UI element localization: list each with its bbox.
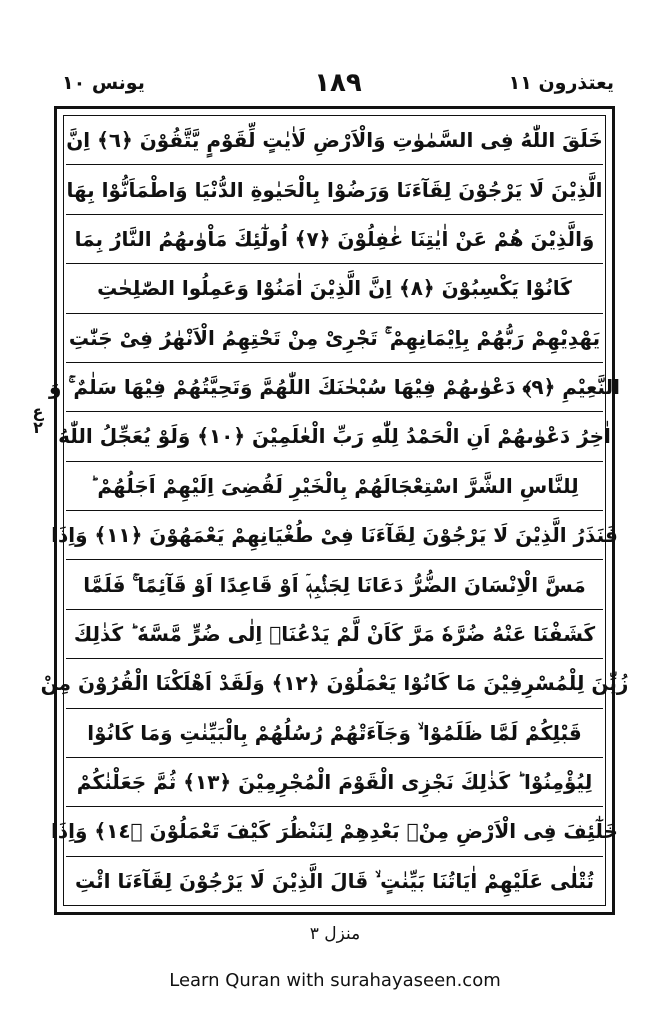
verse-line-10: مَسَّ الْاِنْسَانَ الضُّرُّ دَعَانَا لِجَنْۢبِهٖۤ اَوْ قَاعِدًا اَوْ قَآئِمًا ۚ فَلَمَّا — [66, 560, 603, 609]
footer-caption: Learn Quran with surahayaseen.com — [169, 970, 501, 991]
verse-line-7: اٰخِرُ دَعْوٰىهُمْ اَنِ الْحَمْدُ لِلّٰهِ رَبِّ الْعٰلَمِيْنَ ﴿١٠﴾ وَلَوْ يُعَجِّلُ اللّٰهُ — [66, 412, 603, 461]
ruku-marker: ع ٢ — [32, 402, 44, 437]
verse-line-16: تُتْلٰى عَلَيْهِمْ اٰيَاتُنَا بَيِّنٰتٍ ۙ قَالَ الَّذِيْنَ لَا يَرْجُوْنَ لِقَآءَنَا ائْتِ — [74, 868, 595, 893]
verse-line-4: كَانُوْا يَكْسِبُوْنَ ﴿٨﴾ اِنَّ الَّذِيْنَ اٰمَنُوْا وَعَمِلُوا الصّٰلِحٰتِ — [66, 264, 603, 313]
page-header — [62, 68, 614, 104]
juz-name: يعتذرون ١١ — [508, 72, 614, 94]
manzil-label: منزل ٣ — [309, 924, 361, 944]
verse-lines — [40, 116, 629, 905]
verse-line-1: خَلَقَ اللّٰهُ فِى السَّمٰوٰتِ وَالْاَرْضِ لَاٰيٰتٍ لِّقَوْمٍ يَّتَّقُوْنَ ﴿٦﴾ اِنَّ — [66, 116, 603, 165]
verse-line-12: زُيِّنَ لِلْمُسْرِفِيْنَ مَا كَانُوْا يَعْمَلُوْنَ ﴿١٢﴾ وَلَقَدْ اَهْلَكْنَا الْقُرُوْنَ مِنْ — [66, 659, 603, 708]
verse-line-9: فَنَذَرُ الَّذِيْنَ لَا يَرْجُوْنَ لِقَآءَنَا فِىْ طُغْيَانِهِمْ يَعْمَهُوْنَ ﴿١١﴾ وَاِذَا — [66, 511, 603, 560]
verse-line-5: يَهْدِيْهِمْ رَبُّهُمْ بِاِيْمَانِهِمْ ۚ تَجْرِىْ مِنْ تَحْتِهِمُ الْاَنْهٰرُ فِىْ جَنّٰتِ — [66, 314, 603, 363]
verse-line-8: لِلنَّاسِ الشَّرَّ اسْتِعْجَالَهُمْ بِالْخَيْرِ لَقُضِىَ اِلَيْهِمْ اَجَلُهُمْ ؕ — [66, 462, 603, 511]
surah-name: يونس ١٠ — [62, 72, 145, 94]
verse-line-3: وَالَّذِيْنَ هُمْ عَنْ اٰيٰتِنَا غٰفِلُوْنَ ﴿٧﴾ اُولٰٓئِكَ مَاْوٰىهُمُ النَّارُ بِمَا — [66, 215, 603, 264]
verse-line-15: خَلٰٓئِفَ فِى الْاَرْضِ مِنْۢ بَعْدِهِمْ لِنَنْظُرَ كَيْفَ تَعْمَلُوْنَ ﴿١٤﴾ وَاِذَا — [66, 807, 603, 856]
verse-line-11: كَشَفْنَا عَنْهُ ضُرَّهٗ مَرَّ كَاَنْ لَّمْ يَدْعُنَاۤ اِلٰى ضُرٍّ مَّسَّهٗ ؕ كَذٰلِكَ — [66, 610, 603, 659]
verse-line-13: قَبْلِكُمْ لَمَّا ظَلَمُوْا ۙ وَجَآءَتْهُمْ رُسُلُهُمْ بِالْبَيِّنٰتِ وَمَا كَانُوْا — [66, 709, 603, 758]
verse-line-14: لِيُؤْمِنُوْا ؕ كَذٰلِكَ نَجْزِى الْقَوْمَ الْمُجْرِمِيْنَ ﴿١٣﴾ ثُمَّ جَعَلْنٰكُمْ — [66, 758, 603, 807]
verse-line-6: النَّعِيْمِ ﴿٩﴾ دَعْوٰىهُمْ فِيْهَا سُبْحٰنَكَ اللّٰهُمَّ وَتَحِيَّتُهُمْ فِيْهَا سَلٰمٌ ۚ وَ — [66, 363, 603, 412]
page-number: ١٨٩ — [314, 68, 362, 98]
verse-line-2: الَّذِيْنَ لَا يَرْجُوْنَ لِقَآءَنَا وَرَضُوْا بِالْحَيٰوةِ الدُّنْيَا وَاطْمَاَنُّوْا بِهَا — [66, 165, 603, 214]
